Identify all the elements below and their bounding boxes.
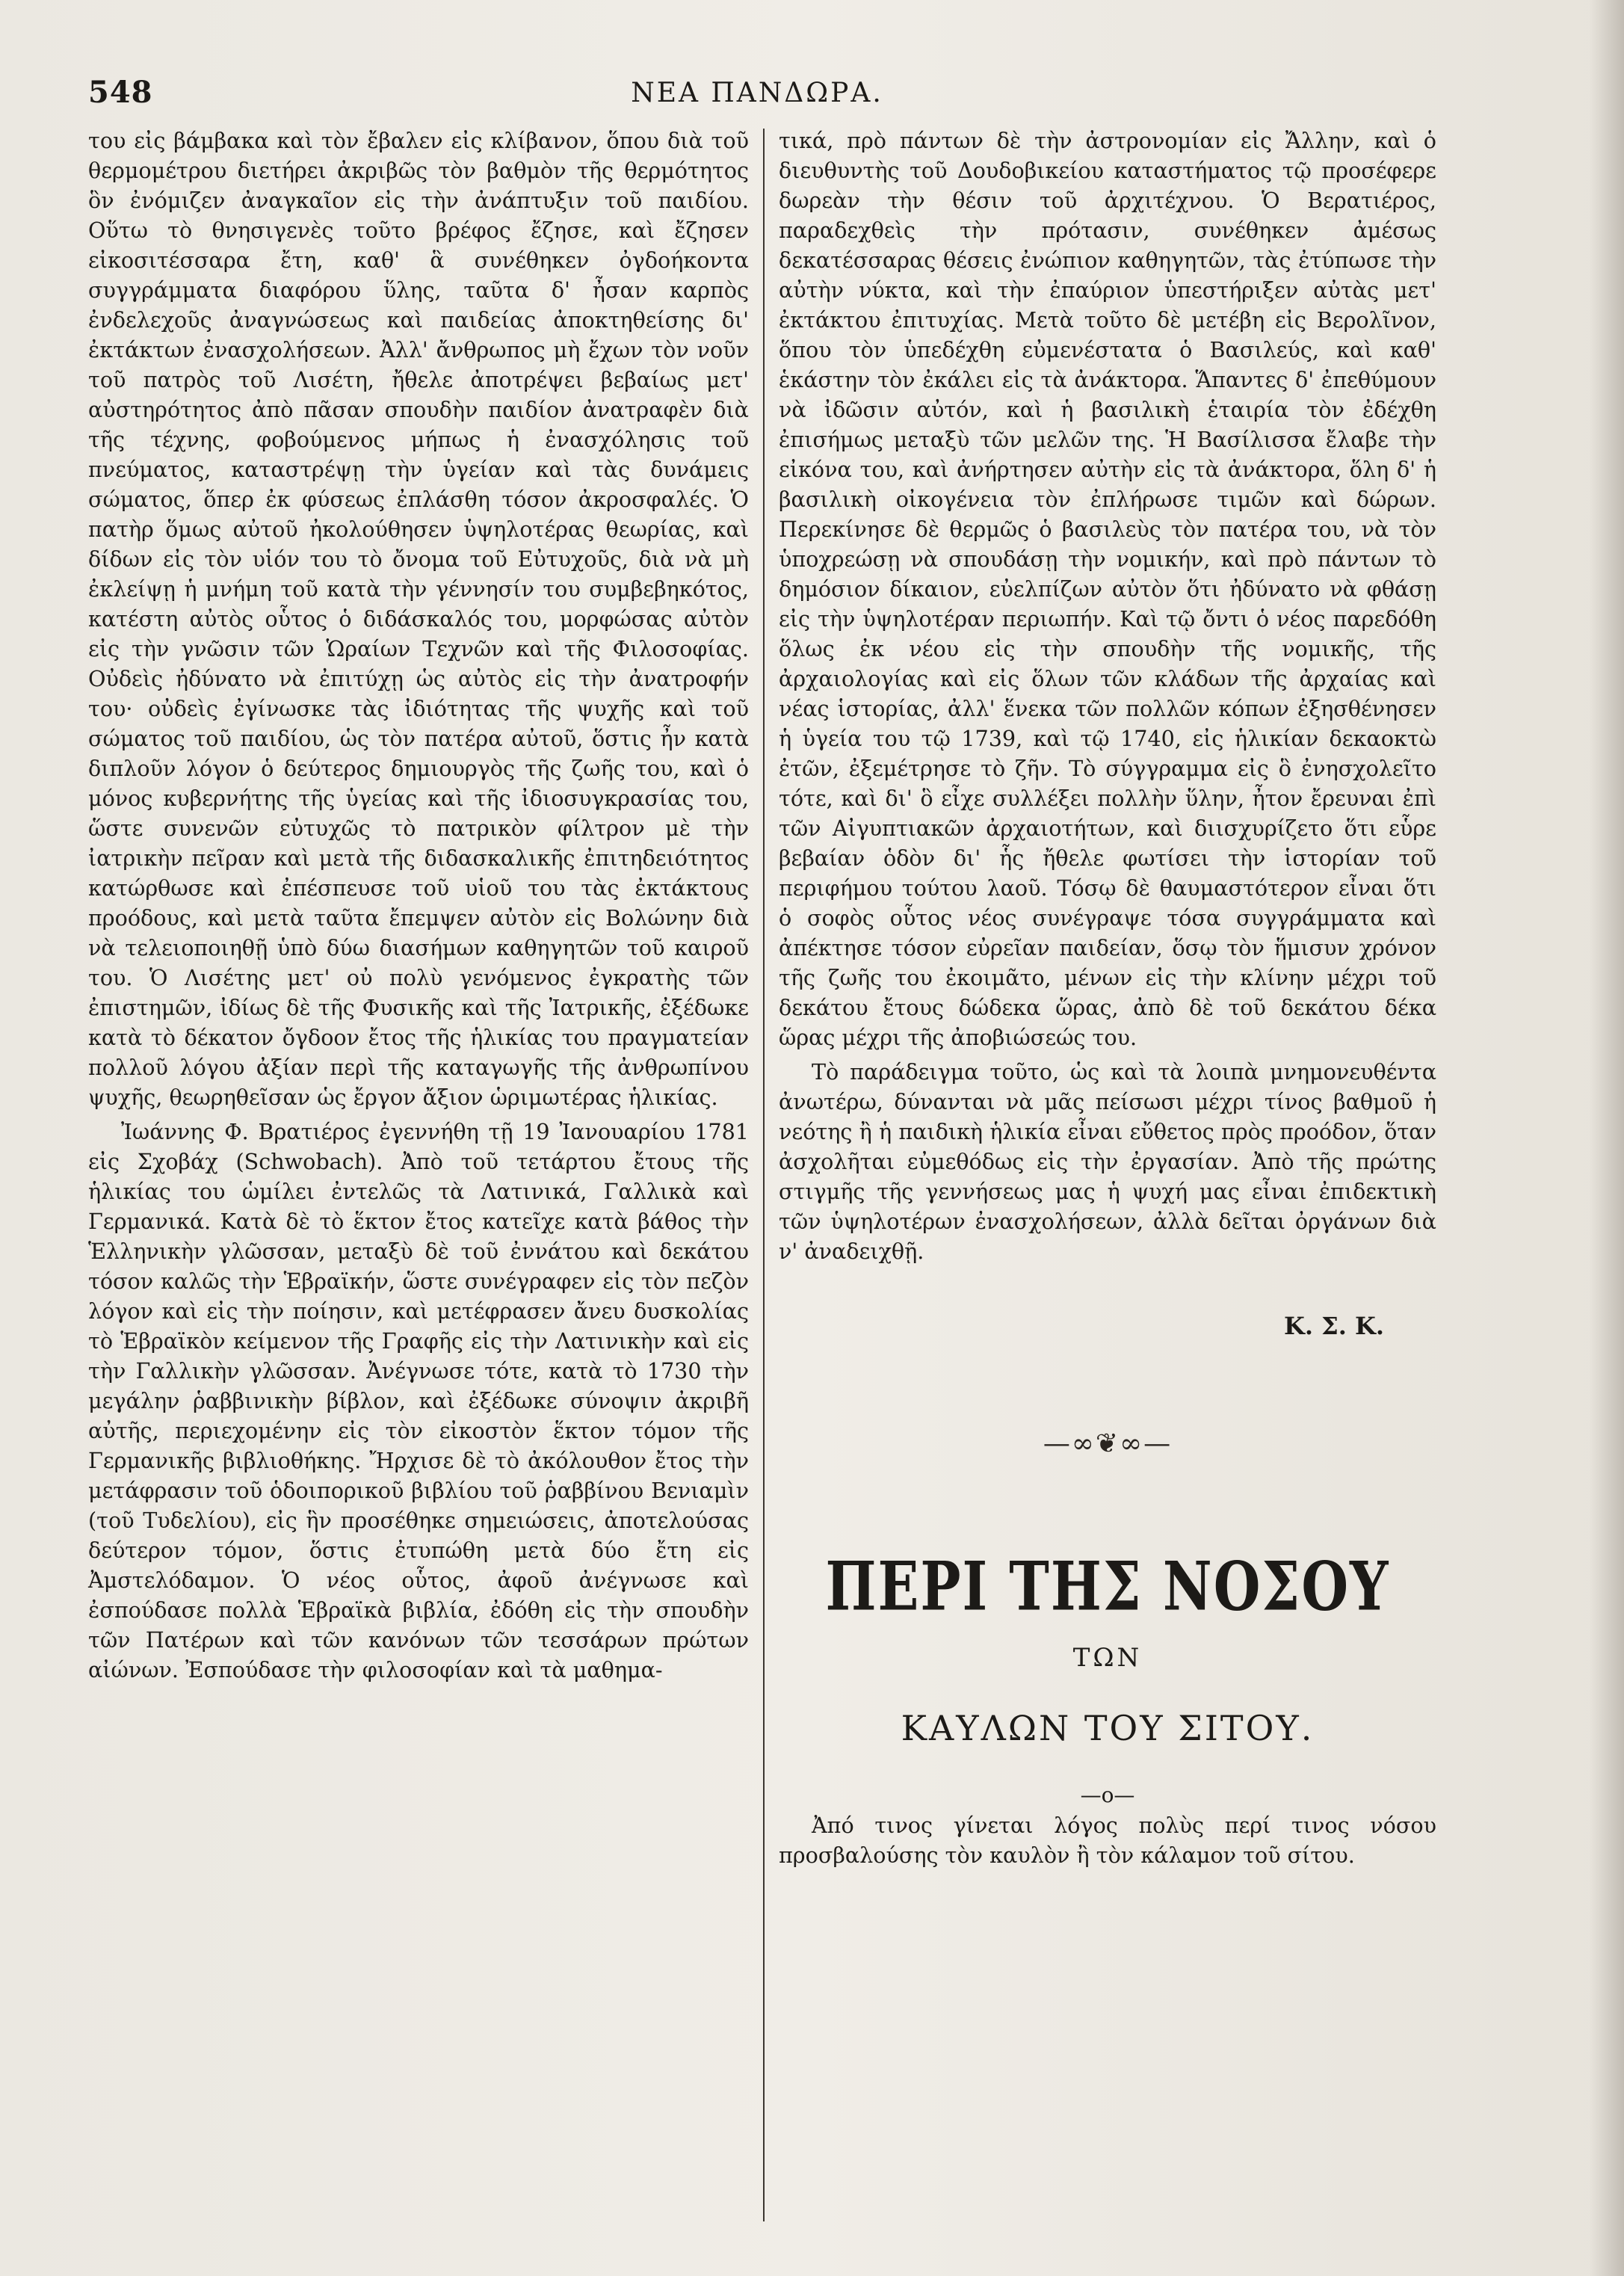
left-paragraph-2: Ἰωάννης Φ. Βρατιέρος ἐγεννήθη τῇ 19 Ἰανουαρίου 1781 εἰς Σχοβάχ (Schwobach). Ἀπὸ τοῦ τετάρτου ἔτους τῆς ἡλικίας του ὡμίλει ἐντελῶς τὰ Λατινικά, Γαλλικὰ καὶ Γερμανικά. Κατὰ δὲ τὸ ἕκτον ἔτος κατεῖχε κατὰ βάθος τὴν Ἑλληνικὴν γλῶσσαν, μεταξὺ δὲ τοῦ ἐννάτου καὶ δεκάτου τόσον καλῶς τὴν Ἑβραϊκήν, ὥστε συνέγραφεν εἰς τὸν πεζὸν λόγον καὶ εἰς τὴν ποίησιν, καὶ μετέφρασεν ἄνευ δυσκολίας τὸ Ἑβραϊκὸν κείμενον τῆς Γραφῆς εἰς τὴν Λατινικὴν καὶ εἰς τὴν Γαλλικὴν γλῶσσαν. Ἀνέγνωσε τότε, κατὰ τὸ 1730 τὴν μεγάλην ῥαββινικὴν βίβλον, καὶ ἐξέδωκε σύνοψιν ἀκριβῆ αὐτῆς, περιεχομένην εἰς τὸν εἰκοστὸν ἕκτον τόμον τῆς Γερμανικῆς βιβλιοθήκης. Ἤρχισε δὲ τὸ ἀκόλουθον ἔτος τὴν μετάφρασιν τοῦ ὁδοιπορικοῦ βιβλίου τοῦ ῥαββίνου Βενιαμὶν (τοῦ Τυδελίου), εἰς ἣν προσέθηκε σημειώσεις, ἀποτελούσας δεύτερον τόμον, ὅστις ἐτυπώθη μετὰ δύο ἔτη εἰς Ἀμστελόδαμον. Ὁ νέος οὗτος, ἀφοῦ ἀνέγνωσε καὶ ἐσπούδασε πολλὰ Ἑβραϊκὰ βιβλία, ἐδόθη εἰς τὴν σπουδὴν τῶν Πατέρων καὶ τῶν κανόνων τῶν τεσσάρων πρώτων αἰώνων. Ἐσπούδασε τὴν φιλοσοφίαν καὶ τὰ μαθημα- (88, 1119, 749, 1683)
ornament-divider: —∞❦∞— (1043, 1428, 1173, 1459)
column-divider (763, 129, 765, 2221)
small-rule: —o— (1080, 1783, 1135, 1807)
page-header (88, 75, 1426, 120)
left-column (88, 126, 749, 1689)
article-subtitle-2: ΚΑΥΛΩΝ ΤΟΥ ΣΙΤΟΥ. (901, 1708, 1315, 1748)
article-opening-paragraph: Ἀπό τινος γίνεται λόγος πολὺς περί τινος νόσου προσβαλούσης τὸν καυλὸν ἢ τὸν κάλαμον τοῦ σίτου. (779, 1813, 1436, 1868)
article-subtitle-1: ΤΩΝ (1072, 1643, 1143, 1673)
author-signature: Κ. Σ. Κ. (1284, 1312, 1384, 1340)
page-number: 548 (88, 75, 153, 110)
article-title: ΠΕΡΙ ΤΗΣ ΝΟΣΟΥ (825, 1546, 1390, 1626)
running-title: ΝΕΑ ΠΑΝΔΩΡΑ. (631, 78, 883, 108)
right-paragraph-1: τικά, πρὸ πάντων δὲ τὴν ἀστρονομίαν εἰς Ἄλλην, καὶ ὁ διευθυντὴς τοῦ Δουδοβικείου καταστήματος τῷ προσέφερε δωρεὰν τὴν θέσιν τοῦ ἀρχιτέχνου. Ὁ Βερατιέρος, παραδεχθεὶς τὴν πρότασιν, συνέθηκεν ἀμέσως δεκατέσσαρας θέσεις ἐνώπιον καθηγητῶν, τὰς ἐτύπωσε τὴν αὐτὴν νύκτα, καὶ τὴν ἐπαύριον ὑπεστήριξεν αὐτὰς μετ' ἐκτάκτου ἐπιτυχίας. Μετὰ τοῦτο δὲ μετέβη εἰς Βερολῖνον, ὅπου τὸν ὑπεδέχθη εὐμενέστατα ὁ Βασιλεύς, καὶ καθ' ἑκάστην τὸν ἐκάλει εἰς τὰ ἀνάκτορα. Ἅπαντες δ' ἐπεθύμουν νὰ ἰδῶσιν αὐτόν, καὶ ἡ βασιλικὴ ἑταιρία τὸν ἐδέχθη ἐπισήμως μεταξὺ τῶν μελῶν της. Ἡ Βασίλισσα ἔλαβε τὴν εἰκόνα του, καὶ ἀνήρτησεν αὐτὴν εἰς τὰ ἀνάκτορα, ὅλη δ' ἡ βασιλικὴ οἰκογένεια τὸν ἐπλήρωσε τιμῶν καὶ δώρων. Περεκίνησε δὲ θερμῶς ὁ βασιλεὺς τὸν πατέρα του, νὰ τὸν ὑποχρεώσῃ νὰ σπουδάσῃ τὴν νομικήν, καὶ πρὸ πάντων τὸ δημόσιον δίκαιον, εὐελπίζων αὐτὸν ὅτι ἠδύνατο νὰ φθάσῃ εἰς τὴν ὑψηλοτέραν περιωπήν. Καὶ τῷ ὄντι ὁ νέος παρεδόθη ὅλως ἐκ νέου εἰς τὴν σπουδὴν τῆς νομικῆς, τῆς ἀρχαιολογίας καὶ εἰς ὅλων τῶν κλάδων τῆς ἀρχαίας καὶ νέας ἱστορίας, ἀλλ' ἕνεκα τῶν πολλῶν κόπων ἐξησθένησεν ἡ ὑγεία του τῷ 1739, καὶ τῷ 1740, εἰς ἡλικίαν δεκαοκτὼ ἐτῶν, ἐξεμέτρησε τὸ ζῆν. Τὸ σύγγραμμα εἰς ὃ ἐνησχολεῖτο τότε, καὶ δι' ὃ εἶχε συλλέξει πολλὴν ὕλην, ἦτον ἔρευναι ἐπὶ τῶν Αἰγυπτιακῶν ἀρχαιοτήτων, καὶ διισχυρίζετο ὅτι εὗρε βεβαίαν ὁδὸν δι' ἧς ἤθελε φωτίσει τὴν ἱστορίαν τοῦ περιφήμου τούτου λαοῦ. Τόσῳ δὲ θαυμαστότερον εἶναι ὅτι ὁ σοφὸς οὗτος νέος συνέγραψε τόσα συγγράμματα καὶ ἀπέκτησε τόσον εὐρεῖαν παιδείαν, ὅσῳ τὸν ἥμισυν χρόνον τῆς ζωῆς του ἐκοιμᾶτο, μένων εἰς τὴν κλίνην μέχρι τοῦ δεκάτου ἔτους δώδεκα ὥρας, ἀπὸ δὲ τοῦ δεκάτου δέκα ὥρας μέχρι τῆς ἀποβιώσεώς του. (779, 128, 1436, 1050)
right-paragraph-2: Τὸ παράδειγμα τοῦτο, ὡς καὶ τὰ λοιπὰ μνημονευθέντα ἀνωτέρω, δύνανται νὰ μᾶς πείσωσι μέχρι τίνος βαθμοῦ ἡ νεότης ἢ ἡ παιδικὴ ἡλικία εἶναι εὔθετος πρὸς προόδον, ὅταν ἀσχολῆται εὐμεθόδως εἰς τὴν ἐργασίαν. Ἀπὸ τῆς πρώτης στιγμῆς τῆς γεννήσεως μας ἡ ψυχή μας εἶναι ἐπιδεκτικὴ τῶν ὑψηλοτέρων ἐνασχολήσεων, ἀλλὰ δεῖται ὀργάνων διὰ ν' ἀναδειχθῇ. (779, 1059, 1436, 1264)
right-column (779, 126, 1436, 1875)
left-paragraph-1: του εἰς βάμβακα καὶ τὸν ἔβαλεν εἰς κλίβανον, ὅπου διὰ τοῦ θερμομέτρου διετήρει ἀκριβῶς τὸν βαθμὸν τῆς θερμότητος ὃν ἐνόμιζεν ἀναγκαῖον εἰς τὴν ἀνάπτυξιν τοῦ παιδίου. Οὕτω τὸ θνησιγενὲς τοῦτο βρέφος ἔζησε, καὶ ἔζησεν εἰκοσιτέσσαρα ἔτη, καθ' ἃ συνέθηκεν ὀγδοήκοντα συγγράμματα διαφόρου ὕλης, ταῦτα δ' ἦσαν καρπὸς ἐνδελεχοῦς ἀναγνώσεως καὶ παιδείας ἀποκτηθείσης δι' ἐκτάκτων ἐνασχολήσεων. Ἀλλ' ἄνθρωπος μὴ ἔχων τὸν νοῦν τοῦ πατρὸς τοῦ Λισέτη, ἤθελε ἀποτρέψει βεβαίως μετ' αὐστηρότητος ἀπὸ πᾶσαν σπουδὴν παιδίον ἀνατραφὲν διὰ τῆς τέχνης, φοβούμενος μήπως ἡ ἐνασχόλησις τοῦ πνεύματος, καταστρέψῃ τὴν ὑγείαν καὶ τὰς δυνάμεις σώματος, ὅπερ ἐκ φύσεως ἐπλάσθη τόσον ἀκροσφαλές. Ὁ πατὴρ ὅμως αὐτοῦ ἠκολούθησεν ὑψηλοτέρας θεωρίας, καὶ δίδων εἰς τὸν υἱόν του τὸ ὄνομα τοῦ Εὐτυχοῦς, διὰ νὰ μὴ ἐκλείψῃ ἡ μνήμη τοῦ κατὰ τὴν γέννησίν του συμβεβηκότος, κατέστη αὐτὸς οὗτος ὁ διδάσκαλός του, μορφώσας αὐτὸν εἰς τὴν γνῶσιν τῶν Ὡραίων Τεχνῶν καὶ τῆς Φιλοσοφίας. Οὐδεὶς ἠδύνατο νὰ ἐπιτύχῃ ὡς αὐτὸς εἰς τὴν ἀνατροφήν του· οὐδεὶς ἐγίνωσκε τὰς ἰδιότητας τῆς ψυχῆς καὶ τοῦ σώματος τοῦ παιδίου, ὡς τὸν πατέρα αὐτοῦ, ὅστις ἦν κατὰ διπλοῦν λόγον ὁ δεύτερος δημιουργὸς τῆς ζωῆς του, καὶ ὁ μόνος κυβερνήτης τῆς ὑγείας καὶ τῆς ἰδιοσυγκρασίας του, ὥστε συνενῶν εὐτυχῶς τὸ πατρικὸν φίλτρον μὲ τὴν ἰατρικὴν πεῖραν καὶ μετὰ τῆς διδασκαλικῆς ἐπιτηδειότητος κατώρθωσε καὶ ἐπέσπευσε τοῦ υἱοῦ του τὰς ἐκτάκτους προόδους, καὶ μετὰ ταῦτα ἔπεμψεν αὐτὸν εἰς Βολώνην διὰ νὰ τελειοποιηθῇ ὑπὸ δύω διασήμων καθηγητῶν τοῦ καιροῦ του. Ὁ Λισέτης μετ' οὐ πολὺ γενόμενος ἐγκρατὴς τῶν ἐπιστημῶν, ἰδίως δὲ τῆς Φυσικῆς καὶ τῆς Ἰατρικῆς, ἐξέδωκε κατὰ τὸ δέκατον ὄγδοον ἔτος τῆς ἡλικίας του πραγματείαν πολλοῦ λόγου ἀξίαν περὶ τῆς καταγωγῆς τῆς ἀνθρωπίνου ψυχῆς, θεωρηθεῖσαν ὡς ἔργον ἄξιον ὡριμωτέρας ἡλικίας. (88, 128, 749, 1110)
